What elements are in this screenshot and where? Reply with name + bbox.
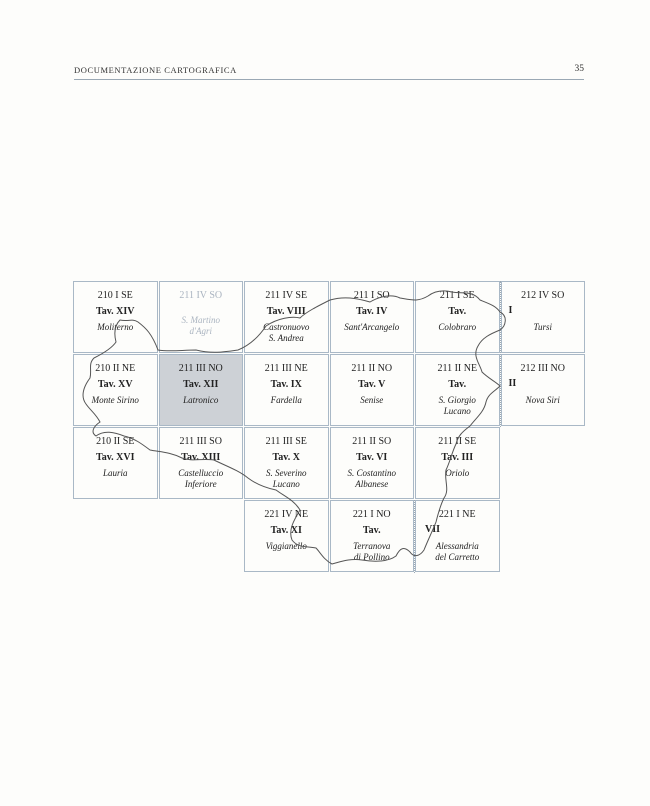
place-name: S. Giorgio Lucano [438, 395, 476, 416]
place-name: Nova Siri [525, 395, 560, 405]
map-sheet-cell [330, 281, 415, 353]
sheet-code: 210 II SE [96, 436, 135, 447]
sheet-code: 212 IV SO [521, 290, 565, 301]
table-number: Tav. XI [270, 525, 302, 536]
sheet-code: 211 III NO [178, 363, 223, 374]
place-name: Oriolo [445, 468, 470, 478]
place-name: Latronico [183, 395, 219, 405]
map-sheet-cell [415, 427, 500, 499]
table-number: Tav. XIII [181, 452, 221, 463]
running-title: DOCUMENTAZIONE CARTOGRAFICA [74, 65, 237, 75]
place-name: S. Severino Lucano [266, 468, 307, 489]
sheet-code: 211 III SE [265, 436, 307, 447]
place-name: Colobraro [438, 322, 477, 332]
sheet-code: 210 II NE [95, 363, 136, 374]
table-number: Tav. [362, 525, 381, 536]
table-number: Tav. IV [356, 306, 388, 317]
sheet-code: 211 III NE [264, 363, 308, 374]
map-sheet-cell [73, 354, 158, 426]
table-number-suffix: II [508, 378, 517, 389]
table-number-suffix: VII [425, 524, 441, 535]
table-number: Tav. VI [356, 452, 388, 463]
table-number: Tav. X [272, 452, 300, 463]
place-name: S. Costantino Albanese [347, 468, 396, 489]
table-number: Tav. XII [183, 379, 219, 390]
sheet-code: 211 III SO [179, 436, 222, 447]
table-number: Tav. III [441, 452, 474, 463]
map-sheet-cell [73, 427, 158, 499]
page-number: 35 [574, 64, 584, 74]
sheet-code: 221 I NE [438, 509, 476, 520]
map-sheet-cell [159, 354, 244, 426]
map-sheet-cell [330, 354, 415, 426]
place-name: Lauria [102, 468, 128, 478]
map-sheet-cell [244, 281, 329, 353]
map-sheet-cell [501, 354, 586, 426]
sheet-code: 211 II NE [437, 363, 478, 374]
table-number-suffix: I [508, 305, 513, 316]
place-name: Sant'Arcangelo [344, 322, 400, 332]
sheet-code: 211 IV SE [265, 290, 308, 301]
table-number: Tav. XIV [95, 306, 135, 317]
map-sheet-cell [159, 281, 244, 353]
place-name: Castelluccio Inferiore [178, 468, 224, 489]
place-name: Fardella [270, 395, 302, 405]
sheet-code: 211 II NO [351, 363, 393, 374]
sheet-code: 221 IV NE [264, 509, 309, 520]
sheet-code: 212 III NO [520, 363, 565, 374]
place-name: Viggianello [265, 541, 307, 551]
place-name: Senise [360, 395, 384, 405]
map-sheet-cell [244, 500, 329, 572]
sheet-divider-dotted [500, 281, 501, 427]
place-name: Monte Sirino [91, 395, 139, 405]
table-number: Tav. VIII [266, 306, 306, 317]
table-number: Tav. IX [270, 379, 302, 390]
map-sheet-cell [501, 281, 586, 353]
place-name: S. Martino d'Agri [181, 315, 220, 336]
table-number: Tav. [448, 306, 467, 317]
map-sheet-cell [244, 427, 329, 499]
map-sheet-cell [330, 427, 415, 499]
map-sheet-cell [244, 354, 329, 426]
map-sheet-cell [73, 281, 158, 353]
table-number: Tav. V [358, 379, 386, 390]
place-name: Moliterno [97, 322, 134, 332]
sheet-code: 211 II SO [352, 436, 392, 447]
place-name: Tursi [533, 322, 552, 332]
map-sheet-cell [330, 500, 415, 572]
place-name: Alessandria del Carretto [435, 541, 480, 562]
sheet-code: 221 I NO [352, 509, 391, 520]
sheet-code: 210 I SE [97, 290, 133, 301]
map-sheet-cell [415, 281, 500, 353]
map-sheet-cell [415, 354, 500, 426]
sheet-divider-dotted [414, 500, 415, 573]
map-sheet-cell [415, 500, 500, 572]
map-sheet-cell [159, 427, 244, 499]
sheet-code: 211 I SE [439, 290, 475, 301]
sheet-code: 211 IV SO [179, 290, 223, 301]
table-number: Tav. [448, 379, 467, 390]
sheet-code: 211 I SO [353, 290, 390, 301]
table-number: Tav. XV [97, 379, 133, 390]
sheet-code: 211 II SE [438, 436, 477, 447]
table-number: Tav. XVI [95, 452, 135, 463]
place-name: Terranova di Pollino [353, 541, 391, 562]
place-name: Castronuovo S. Andrea [263, 322, 310, 343]
